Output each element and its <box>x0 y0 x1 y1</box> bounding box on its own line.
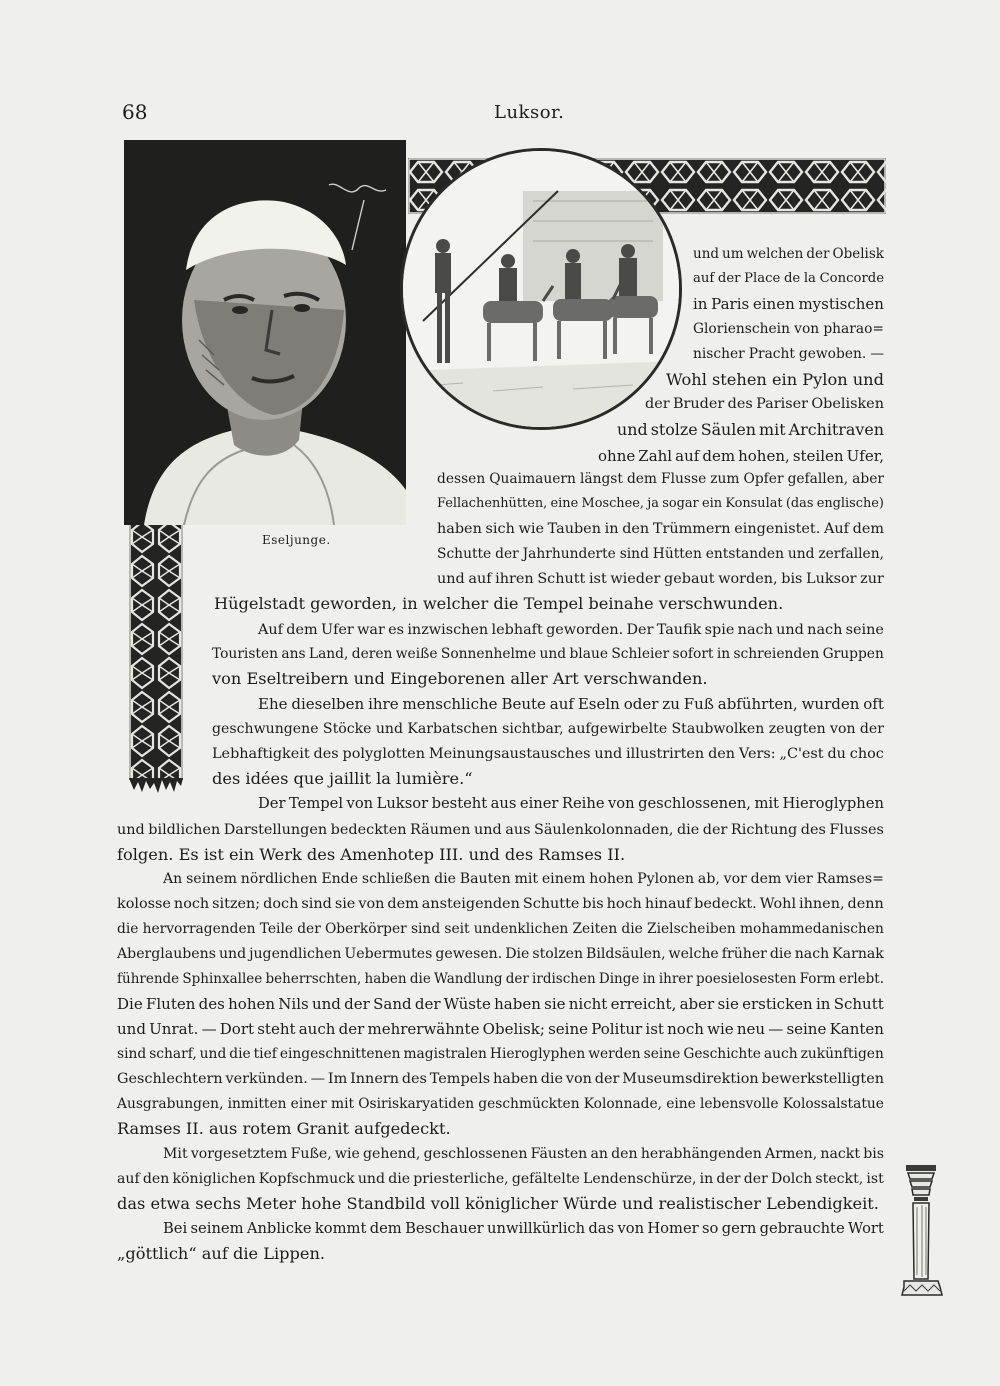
text-line: Touristen ans Land, deren weiße Sonnenhelme und blaue Schleier sofort in schreienden Gruppen <box>212 646 884 662</box>
running-head: Luksor. <box>494 102 565 123</box>
text-line: auf den königlichen Kopfschmuck und die priesterliche, gefältelte Lendenschürze, in der der Dolch steckt, ist <box>117 1171 884 1187</box>
text-line: nischer Pracht gewoben. — <box>693 346 884 362</box>
text-line: haben sich wie Tauben in den Trümmern eingenistet. Auf dem <box>437 521 884 537</box>
ornamental-border-left <box>129 520 183 780</box>
text-line: des idées que jaillit la lumière.“ <box>212 769 473 788</box>
circular-vignette-illustration <box>400 148 682 430</box>
text-line: Wohl stehen ein Pylon und <box>666 370 884 389</box>
text-line: Hügelstadt geworden, in welcher die Tempel beinahe verschwunden. <box>214 594 784 613</box>
portrait-illustration <box>124 140 406 525</box>
text-line: in Paris einen mystischen <box>693 295 884 313</box>
text-line: Fellachenhütten, eine Moschee, ja sogar ein Konsulat (das englische) <box>437 496 884 511</box>
portrait-caption: Eseljunge. <box>262 533 331 547</box>
text-line: „göttlich“ auf die Lippen. <box>117 1244 326 1263</box>
text-line: Der Tempel von Luksor besteht aus einer Reihe von geschlossenen, mit Hieroglyphen <box>258 795 884 812</box>
text-line: ohne Zahl auf dem hohen, steilen Ufer, <box>598 447 884 465</box>
text-line: Die Fluten des hohen Nils und der Sand der Wüste haben sie nicht erreicht, aber sie ersticken in Schutt <box>117 995 884 1013</box>
text-line: folgen. Es ist ein Werk des Amenhotep III. und des Ramses II. <box>117 845 626 864</box>
text-line: und Unrat. — Dort steht auch der mehrerwähnte Obelisk; seine Politur ist noch wie neu — seine Kanten <box>117 1020 884 1038</box>
text-line: kolosse noch sitzen; doch sind sie von dem ansteigenden Schutte bis hoch hinauf bedeckt. Wohl ihnen, denn <box>117 896 884 912</box>
text-line: Ausgrabungen, inmitten einer mit Osiriskaryatiden geschmückten Kolonnade, eine lebensvolle Kolossalstatue <box>117 1096 884 1112</box>
text-line: der Bruder des Pariser Obelisken <box>645 396 884 412</box>
text-line: auf der Place de la Concorde <box>693 271 884 286</box>
text-line: die hervorragenden Teile der Oberkörper sind seit undenklichen Zeiten die Zielscheiben mohammedanischen <box>117 921 884 937</box>
text-line: und bildlichen Darstellungen bedeckten Räumen und aus Säulenkolonnaden, die der Richtung des Flusses <box>117 822 884 838</box>
text-line: Glorienschein von pharao= <box>693 321 884 337</box>
text-line: Geschlechtern verkünden. — Im Innern des Tempels haben die von der Museumsdirektion bewerkstelligten <box>117 1071 884 1087</box>
page-number: 68 <box>122 100 148 124</box>
text-line: Auf dem Ufer war es inzwischen lebhaft geworden. Der Taufik spie nach und nach seine <box>258 622 884 638</box>
text-line: und stolze Säulen mit Architraven <box>617 420 884 439</box>
text-line: Bei seinem Anblicke kommt dem Beschauer unwillkürlich das von Homer so gern gebrauchte Wort <box>163 1220 884 1237</box>
text-line: An seinem nördlichen Ende schließen die Bauten mit einem hohen Pylonen ab, vor dem vier Ramses= <box>163 871 884 887</box>
text-line: und auf ihren Schutt ist wieder gebaut worden, bis Luksor zur <box>437 571 884 587</box>
text-line: Aberglaubens und jugendlichen Uebermutes gewesen. Die stolzen Bildsäulen, welche früher die nach Karnak <box>117 946 884 962</box>
text-line: Ehe dieselben ihre menschliche Beute auf Eseln oder zu Fuß abführten, wurden oft <box>258 695 884 713</box>
text-line: das etwa sechs Meter hohe Standbild voll königlicher Würde und realistischer Lebendigkeit. <box>117 1194 879 1213</box>
text-line: und um welchen der Obelisk <box>693 246 884 262</box>
text-line: geschwungene Stöcke und Karbatschen sichtbar, aufgewirbelte Staubwolken zeugten von der <box>212 721 884 737</box>
text-line: Ramses II. aus rotem Granit aufgedeckt. <box>117 1119 451 1138</box>
text-line: führende Sphinxallee beherrschten, haben die Wandlung der irdischen Dinge in ihrer poesielosesten Form erlebt. <box>117 971 884 987</box>
text-line: von Eseltreibern und Eingeborenen aller Art verschwanden. <box>212 669 708 688</box>
text-line: dessen Quaimauern längst dem Flusse zum Opfer gefallen, aber <box>437 471 884 487</box>
column-illustration <box>898 1155 944 1305</box>
text-line: Mit vorgesetztem Fuße, wie gehend, geschlossenen Fäusten an den herabhängenden Armen, nackt bis <box>163 1146 884 1162</box>
text-line: Schutte der Jahrhunderte sind Hütten entstanden und zerfallen, <box>437 546 884 562</box>
text-line: sind scharf, und die tief eingeschnittenen magistralen Hieroglyphen werden seine Geschichte auch zukünftigen <box>117 1046 884 1062</box>
text-line: Lebhaftigkeit des polyglotten Meinungsaustausches und illustrirten den Vers: „C'est du choc <box>212 746 884 762</box>
